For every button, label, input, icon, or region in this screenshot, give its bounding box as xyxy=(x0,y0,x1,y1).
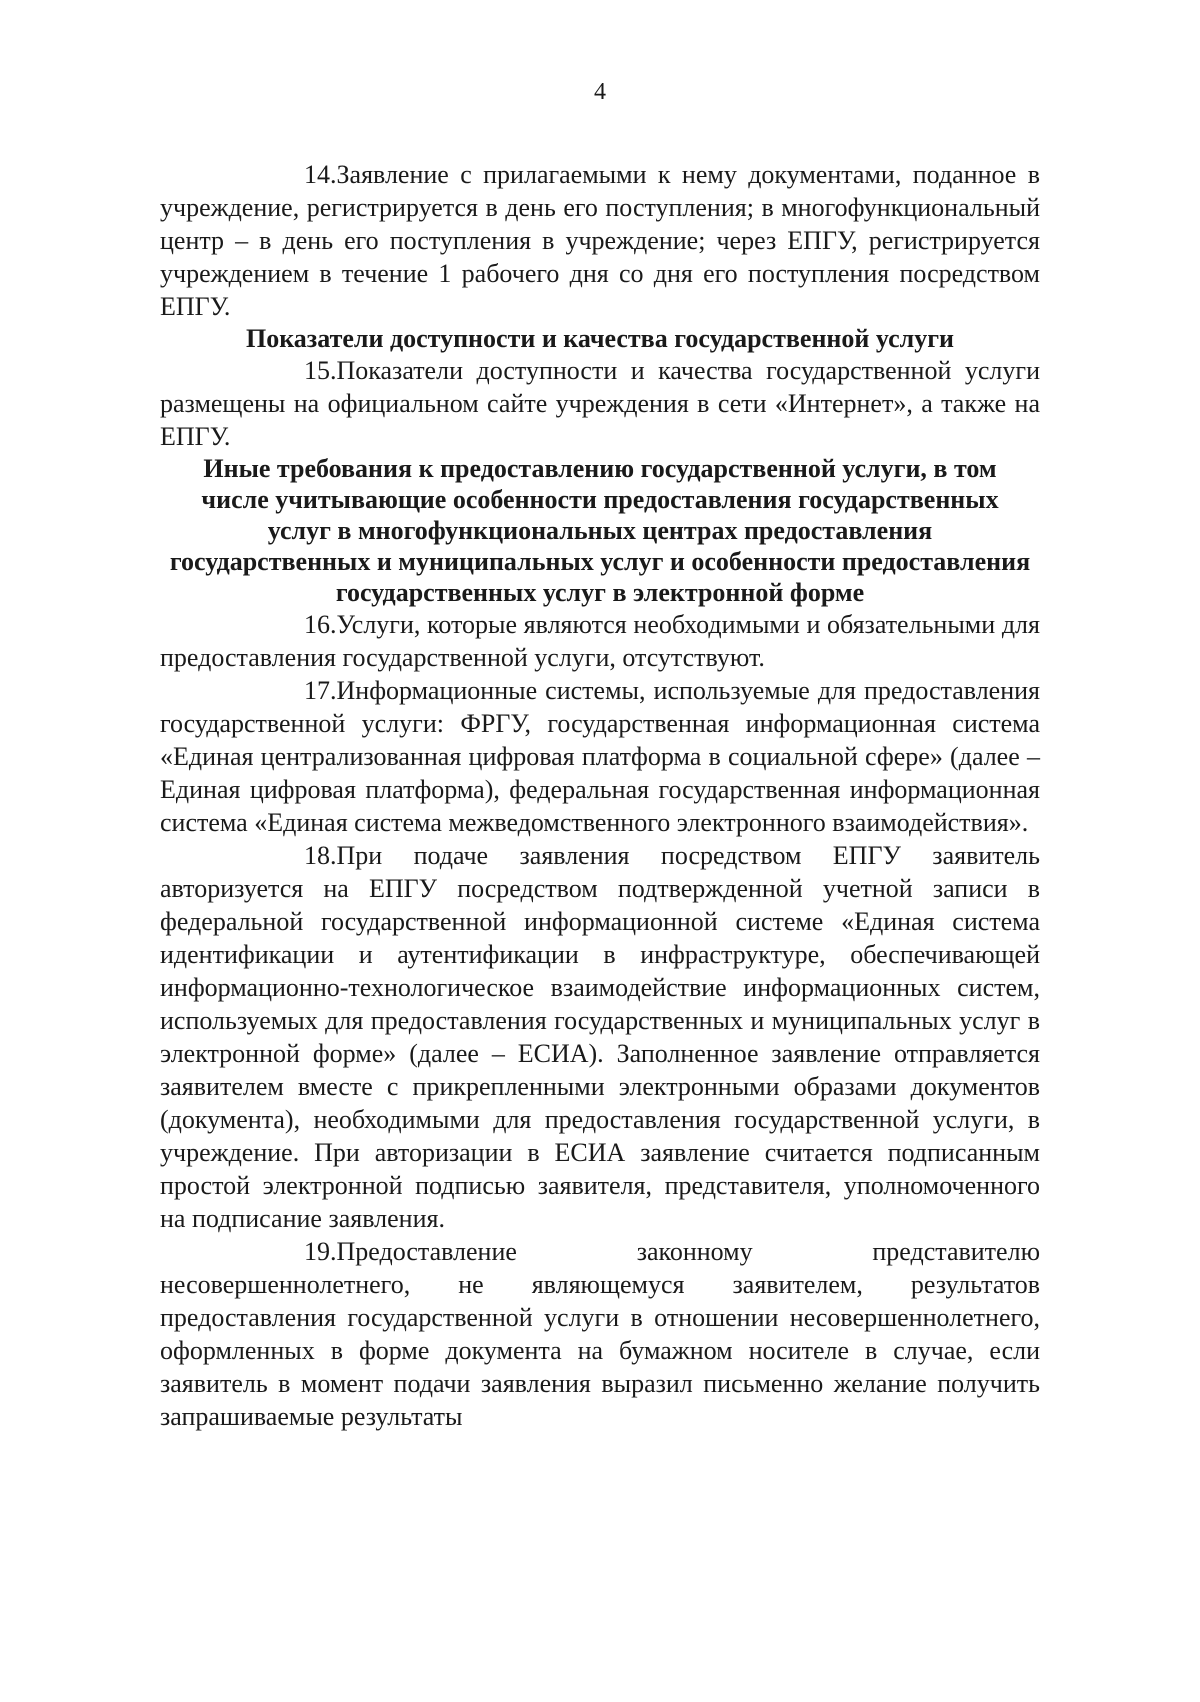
section-heading-accessibility-quality: Показатели доступности и качества государственной услуги xyxy=(245,324,955,353)
paragraph-text: Предоставление законному представителю несовершеннолетнего, не являющемуся заявителем, результатов предоставления государственной услуги в отношении несовершеннолетнего, оформленных в форме документа на бумажном носителе в случае, если заявитель в момент подачи заявления выразил письменно желание получить запрашиваемые результаты xyxy=(160,1237,1040,1431)
paragraph-16 xyxy=(160,608,1040,674)
paragraph-number: 15. xyxy=(304,356,337,385)
paragraph-number: 17. xyxy=(304,676,337,705)
section-heading-other-requirements: Иные требования к предоставлению государственной услуги, в том числе учитывающие особенности предоставления государственных услуг в многофункциональных центрах предоставления государственных и муниципальных услуг и особенности предоставления государственных услуг в электронной форме xyxy=(169,454,1031,607)
paragraph-text: При подаче заявления посредством ЕПГУ заявитель авторизуется на ЕПГУ посредством подтвержденной учетной записи в федеральной государственной информационной системе «Единая система идентификации и аутентификации в инфраструктуре, обеспечивающей информационно-технологическое взаимодействие информационных систем, используемых для предоставления государственных и муниципальных услуг в электронной форме» (далее – ЕСИА). Заполненное заявление отправляется заявителем вместе с прикрепленными электронными образами документов (документа), необходимыми для предоставления государственной услуги, в учреждение. При авторизации в ЕСИА заявление считается подписанным простой электронной подписью заявителя, представителя, уполномоченного на подписание заявления. xyxy=(160,841,1040,1233)
paragraph-number: 18. xyxy=(304,841,337,870)
paragraph-17 xyxy=(160,674,1040,839)
paragraph-number: 19. xyxy=(304,1237,337,1266)
paragraph-text: Услуги, которые являются необходимыми и обязательными для предоставления государственной услуги, отсутствуют. xyxy=(160,610,1040,672)
paragraph-15 xyxy=(160,354,1040,453)
document-body xyxy=(160,158,1040,1433)
paragraph-number: 16. xyxy=(304,610,337,639)
paragraph-18 xyxy=(160,839,1040,1235)
paragraph-text: Показатели доступности и качества государственной услуги размещены на официальном сайте учреждения в сети «Интернет», а также на ЕПГУ. xyxy=(160,356,1040,451)
paragraph-text: Информационные системы, используемые для предоставления государственной услуги: ФРГУ, государственная информационная система «Единая централизованная цифровая платформа в социальной сфере» (далее – Единая цифровая платформа), федеральная государственная информационная система «Единая система межведомственного электронного взаимодействия». xyxy=(160,676,1040,837)
page-number: 4 xyxy=(594,79,606,105)
paragraph-14 xyxy=(160,158,1040,323)
paragraph-number: 14. xyxy=(304,160,337,189)
paragraph-text: Заявление с прилагаемыми к нему документами, поданное в учреждение, регистрируется в день его поступления; в многофункциональный центр – в день его поступления в учреждение; через ЕПГУ, регистрируется учреждением в течение 1 рабочего дня со дня его поступления посредством ЕПГУ. xyxy=(160,160,1040,321)
paragraph-19 xyxy=(160,1235,1040,1433)
